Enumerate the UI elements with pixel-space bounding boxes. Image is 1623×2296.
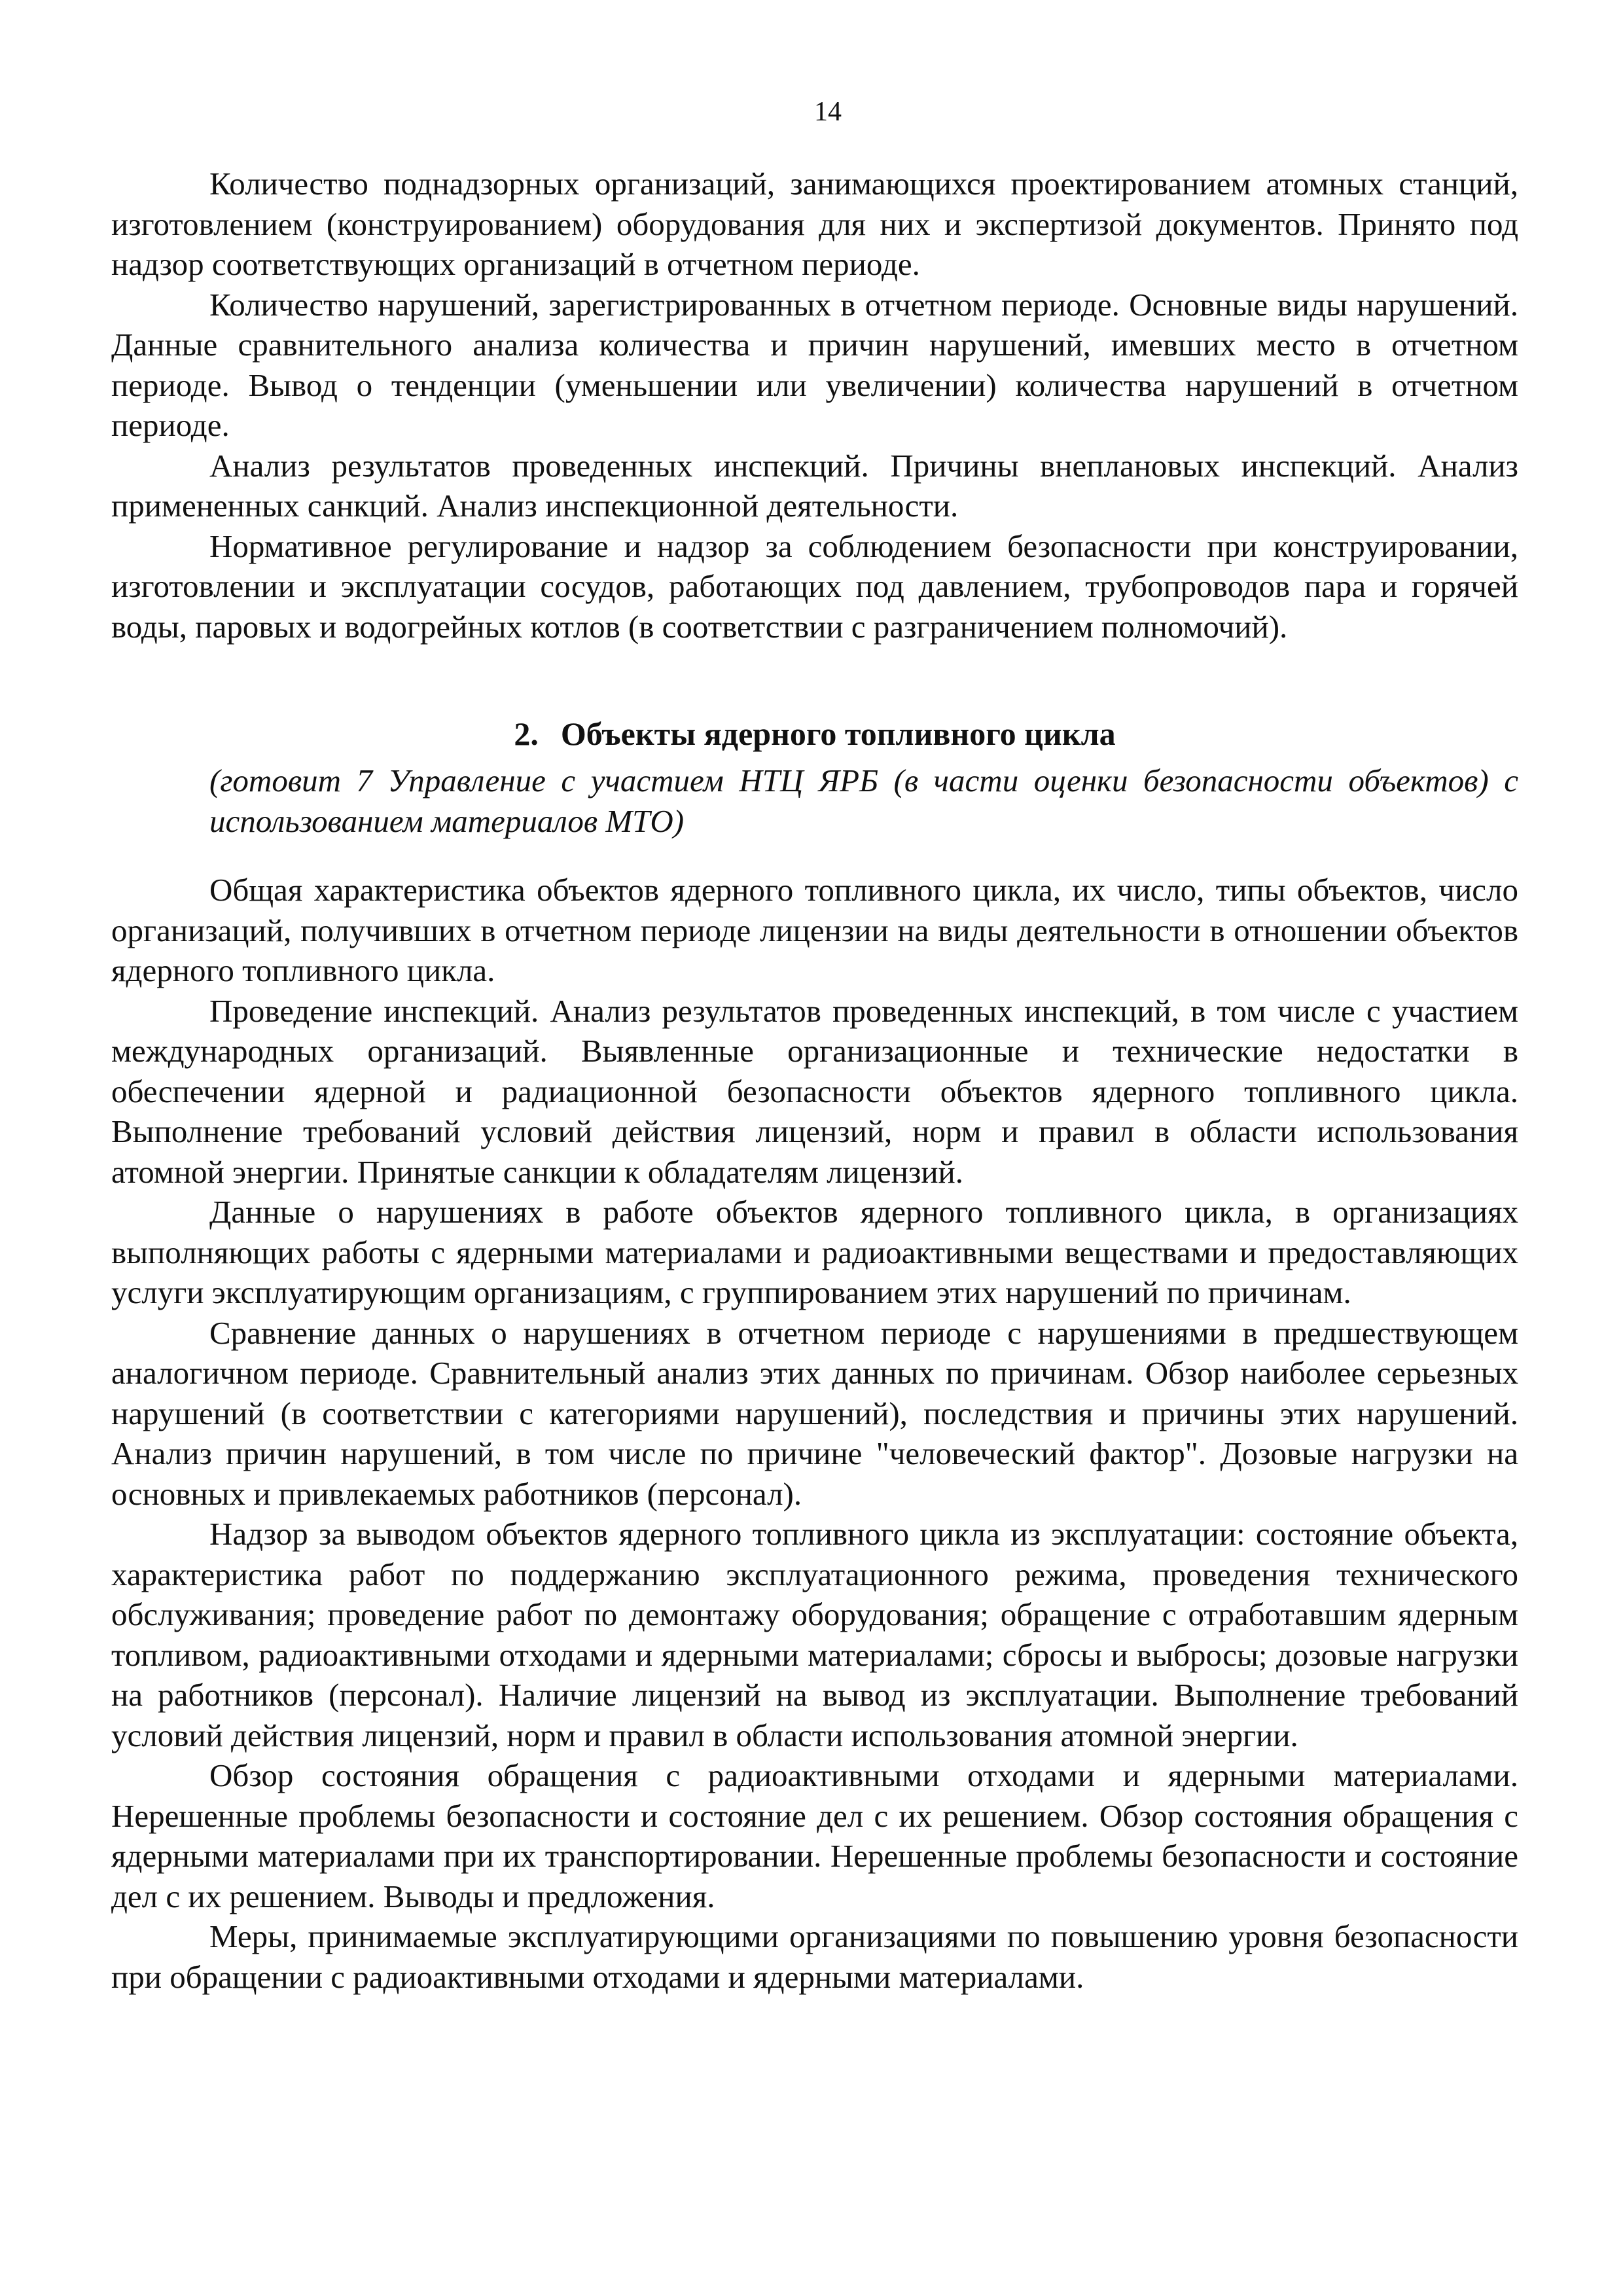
section-note: (готовит 7 Управление с участием НТЦ ЯРБ (в части оценки безопасности объектов) с использованием материалов МТО) <box>209 762 1518 839</box>
paragraph-waste-handling: Обзор состояния обращения с радиоактивными отходами и ядерными материалами. Нерешенные проблемы безопасности и состояние дел с их решением. Обзор состояния обращения с ядерными материалами при их транспортировании. Нерешенные проблемы безопасности и состояние дел с их решением. Выводы и предложения. <box>111 1757 1518 1914</box>
section-number: 2. <box>514 715 539 752</box>
paragraph-violations-comparison: Сравнение данных о нарушениях в отчетном периоде с нарушениями в предшествующем аналогичном периоде. Сравнительный анализ этих данных по причинам. Обзор наиболее серьезных нарушений (в соответствии с категориями нарушений), последствия и причины этих нарушений. Анализ причин нарушений, в том числе по причине "человеческий фактор". Дозовые нагрузки на основных и привлекаемых работников (персонал). <box>111 1314 1518 1512</box>
section-title: Объекты ядерного топливного цикла <box>560 715 1116 752</box>
paragraph-violations-data: Данные о нарушениях в работе объектов ядерного топливного цикла, в организациях выполняющих работы с ядерными материалами и радиоактивными веществами и предоставляющих услуги эксплуатирующим организациям, с группированием этих нарушений по причинам. <box>111 1194 1518 1310</box>
paragraph-inspections: Проведение инспекций. Анализ результатов проведенных инспекций, в том числе с участием международных организаций. Выявленные организационные и технические недостатки в обеспечении ядерной и радиационной безопасности объектов ядерного топливного цикла. Выполнение требований условий действия лицензий, норм и правил в области использования атомной энергии. Принятые санкции к обладателям лицензий. <box>111 992 1518 1190</box>
page-number: 14 <box>814 97 842 127</box>
document-page <box>111 98 1518 1997</box>
paragraph-violations-count: Количество нарушений, зарегистрированных в отчетном периоде. Основные виды нарушений. Данные сравнительного анализа количества и причин нарушений, имевших место в отчетном периоде. Вывод о тенденции (уменьшении или увеличении) количества нарушений в отчетном периоде. <box>111 286 1518 443</box>
paragraph-safety-measures: Меры, принимаемые эксплуатирующими организациями по повышению уровня безопасности при обращении с радиоактивными отходами и ядерными материалами. <box>111 1918 1518 1995</box>
paragraph-supervised-organizations: Количество поднадзорных организаций, занимающихся проектированием атомных станций, изготовлением (конструированием) оборудования для них и экспертизой документов. Принято под надзор соответствующих организаций в отчетном периоде. <box>111 166 1518 282</box>
paragraph-pressure-vessels-regulation: Нормативное регулирование и надзор за соблюдением безопасности при конструировании, изготовлении и эксплуатации сосудов, работающих под давлением, трубопроводов пара и горячей воды, паровых и водогрейных котлов (в соответствии с разграничением полномочий). <box>111 528 1518 645</box>
section-heading <box>111 713 1518 754</box>
paragraph-general-characteristics: Общая характеристика объектов ядерного топливного цикла, их число, типы объектов, число организаций, получивших в отчетном периоде лицензии на виды деятельности в отношении объектов ядерного топливного цикла. <box>111 872 1518 988</box>
paragraph-inspection-analysis: Анализ результатов проведенных инспекций. Причины внеплановых инспекций. Анализ примененных санкций. Анализ инспекционной деятельности. <box>111 447 1518 524</box>
paragraph-decommissioning: Надзор за выводом объектов ядерного топливного цикла из эксплуатации: состояние объекта, характеристика работ по поддержанию эксплуатационного режима, проведения технического обслуживания; проведение работ по демонтажу оборудования; обращение с отработавшим ядерным топливом, радиоактивными отходами и ядерными материалами; сбросы и выбросы; дозовые нагрузки на работников (персонал). Наличие лицензий на вывод из эксплуатации. Выполнение требований условий действия лицензий, норм и правил в области использования атомной энергии. <box>111 1516 1518 1753</box>
